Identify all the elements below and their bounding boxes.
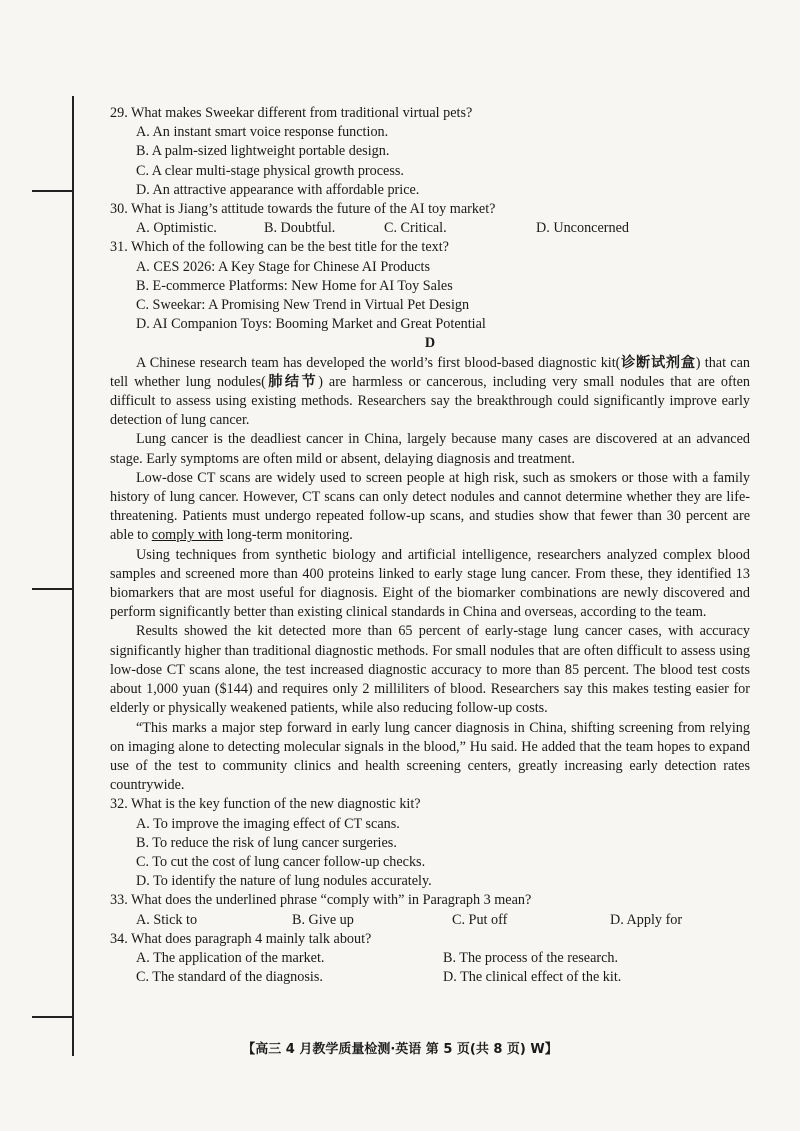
option-c: C. A clear multi-stage physical growth process. [136,162,404,179]
question-stem: 32. What is the key function of the new diagnostic kit? [110,796,421,813]
options-row [136,949,750,968]
option-c: C. Sweekar: A Promising New Trend in Virtual Pet Design [136,297,470,314]
option-d: D. To identify the nature of lung nodules accurately. [136,873,432,890]
option-d: D. An attractive appearance with affordable price. [136,181,420,198]
margin-tick [32,1016,74,1018]
options-row [136,968,750,987]
option-d: D. Apply for [610,911,683,928]
question-30 [110,200,750,238]
question-stem: 29. What makes Sweekar different from traditional virtual pets? [110,105,473,121]
question-33 [110,891,750,929]
text: A Chinese research team has developed the world’s first blood-based diagnostic kit( [136,354,621,371]
paragraph-1 [110,354,750,431]
paragraph-6: “This marks a major step forward in early lung cancer diagnosis in China, shifting screening from relying on imaging alone to detecting molecular signals in the blood,” Hu said. He added that the team hopes to expand use of the test to community clinics and health screening centers, greatly increasing early detection rates countrywide. [110,719,750,794]
option-b: B. To reduce the risk of lung cancer surgeries. [136,834,397,851]
underlined-phrase: comply with [151,527,224,544]
margin-line [72,96,74,1056]
question-stem: 33. What does the underlined phrase “comply with” in Paragraph 3 mean? [110,892,532,909]
margin-tick [32,588,74,590]
exam-page [110,104,750,987]
option-d: D. The clinical effect of the kit. [443,969,622,986]
option-c: C. Critical. [384,220,447,237]
section-heading: D [424,335,436,352]
option-d: D. Unconcerned [536,220,629,237]
question-32 [110,795,750,891]
paragraph-3 [110,469,750,546]
option-a: A. To improve the imaging effect of CT scans. [136,815,400,832]
option-a: A. CES 2026: A Key Stage for Chinese AI Products [136,258,430,275]
option-d: D. AI Companion Toys: Booming Market and Great Potential [136,316,486,333]
text: Low-dose CT scans are widely used to screen people at high risk, such as smokers or those with a family history of lung cancer. However, CT scans can only detect nodules and cannot determine whether they are life-threatening. Patients must undergo repeated follow-up scans, and studies show that fewer than 30 percent are able to [110,469,750,544]
margin-tick [32,190,74,192]
option-c: C. Put off [452,911,508,928]
option-b: B. Give up [292,911,354,928]
option-a: A. An instant smart voice response function. [136,124,389,141]
option-b: B. A palm-sized lightweight portable design. [136,143,390,160]
option-a: A. Optimistic. [136,220,217,237]
option-a: A. Stick to [136,911,198,928]
page-footer: 【高三 4 月教学质量检测·英语 第 5 页(共 8 页) W】 [242,1042,558,1057]
text: ) are harmless or cancerous, including very small nodules that are often difficult to assess using existing methods. Researchers say the breakthrough could significantly improve early detection of lung cancer. [110,373,750,429]
chinese-gloss: 诊断试剂盒 [620,354,696,371]
text: long-term monitoring. [223,527,353,544]
question-31 [110,238,750,334]
paragraph-4: Using techniques from synthetic biology and artificial intelligence, researchers analyzed complex blood samples and screened more than 400 proteins linked to early stage lung cancer. From these, they identified 13 biomarkers that are most useful for diagnosis. Eight of the biomarker combinations are newly discovered and perform significantly better than existing clinical standards in China and overseas, according to the team. [110,546,750,621]
chinese-gloss: 肺结节 [265,373,319,390]
option-b: B. The process of the research. [443,949,619,966]
question-34 [110,930,750,988]
question-29 [110,104,750,200]
paragraph-2: Lung cancer is the deadliest cancer in China, largely because many cases are discovered at an advanced stage. Early symptoms are often mild or absent, delaying diagnosis and treatment. [110,431,750,467]
text: ) that can tell whether lung nodules( [110,354,750,390]
paragraph-5: Results showed the kit detected more than 65 percent of early-stage lung cancer cases, with accuracy significantly higher than traditional diagnostic methods. For small nodules that are often difficult to assess using low-dose CT scans alone, the test increased diagnostic accuracy to more than 85 percent. The blood test costs about 1,000 yuan ($144) and requires only 2 milliliters of blood. Researchers say this makes testing easier for elderly or physically weakened patients, while also reducing follow-up costs. [110,623,750,717]
option-b: B. E-commerce Platforms: New Home for AI Toy Sales [136,277,453,294]
option-c: C. The standard of the diagnosis. [136,969,323,986]
option-c: C. To cut the cost of lung cancer follow-up checks. [136,853,426,870]
question-stem: 30. What is Jiang’s attitude towards the future of the AI toy market? [110,201,496,218]
options-row [136,219,750,238]
option-a: A. The application of the market. [136,949,325,966]
question-stem: 34. What does paragraph 4 mainly talk about? [110,930,372,947]
question-stem: 31. Which of the following can be the best title for the text? [110,239,449,256]
option-b: B. Doubtful. [264,220,336,237]
options-row [136,911,750,930]
